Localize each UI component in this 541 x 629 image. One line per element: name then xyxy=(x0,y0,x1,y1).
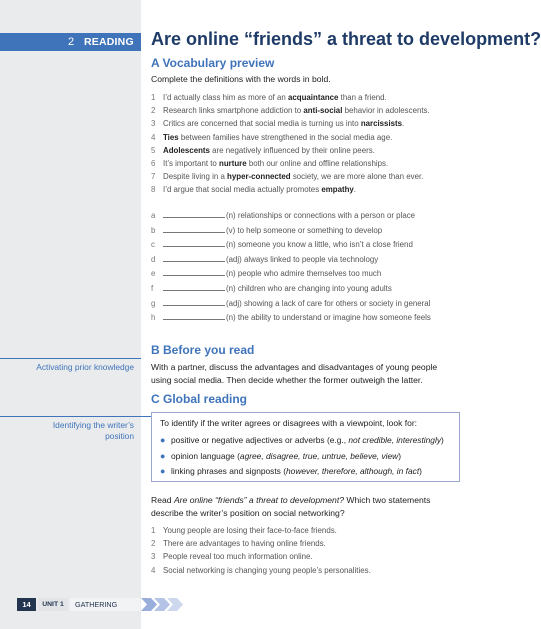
side-rule xyxy=(0,358,141,359)
tab-label: READING xyxy=(84,36,134,48)
item-number: 8 xyxy=(151,185,156,195)
section-a-instruction: Complete the definitions with the words in bold. xyxy=(151,74,331,84)
unit-title: GATHERING xyxy=(70,598,140,611)
answer-blank[interactable] xyxy=(163,311,225,320)
bullet-dot-icon: ● xyxy=(160,466,166,476)
item-letter: b xyxy=(151,225,156,235)
bullet-italic: not credible, interestingly xyxy=(348,435,442,445)
article-title: Are online “friends” a threat to development? xyxy=(173,495,344,505)
side-label-activating: Activating prior knowledge xyxy=(36,362,134,372)
strategy-box xyxy=(151,412,460,482)
statement-item[interactable] xyxy=(151,564,371,577)
read-instruction-line-2: describe the writer’s position on social networking? xyxy=(151,508,345,518)
definition-text: (v) to help someone or something to develop xyxy=(226,225,383,235)
bold-word: nurture xyxy=(219,158,247,168)
bullet-italic: however, therefore, although, in fact xyxy=(286,466,420,476)
item-letter: e xyxy=(151,269,156,279)
definition-item xyxy=(151,297,431,312)
item-number: 4 xyxy=(151,132,156,142)
sentence-text: It’s important to xyxy=(163,158,219,168)
definition-text: (n) children who are changing into young adults xyxy=(226,283,392,293)
read-instruction-line-1 xyxy=(151,494,430,507)
item-number: 2 xyxy=(151,106,156,116)
bullet-text: opinion language ( xyxy=(171,450,240,461)
sentence-text: than a friend. xyxy=(338,93,387,102)
statement-text: There are advantages to having online friends. xyxy=(163,539,326,549)
sentence-item xyxy=(151,157,430,170)
sentence-text: Critics are concerned that social media is turning us into xyxy=(163,119,361,129)
answer-blank[interactable] xyxy=(163,253,225,262)
statement-list xyxy=(151,524,371,577)
item-number: 1 xyxy=(151,93,156,102)
item-number: 4 xyxy=(151,565,156,575)
item-number: 2 xyxy=(151,539,156,549)
answer-blank[interactable] xyxy=(163,282,225,291)
sentence-text: . xyxy=(353,185,356,195)
definition-text: (adj) showing a lack of care for others or society in general xyxy=(226,298,431,308)
answer-blank[interactable] xyxy=(163,297,225,306)
bullet-item xyxy=(160,449,444,465)
statement-text: Young people are losing their face-to-face friends. xyxy=(163,526,337,535)
definition-list xyxy=(151,209,431,326)
answer-blank[interactable] xyxy=(163,209,225,218)
sentence-text: between families have strengthened in the social media age. xyxy=(178,132,393,142)
item-letter: g xyxy=(151,298,156,308)
section-c-heading: C Global reading xyxy=(151,392,248,406)
bullet-text: ) xyxy=(441,435,444,445)
bullet-text: ) xyxy=(419,466,422,476)
sentence-item xyxy=(151,131,430,144)
bold-word: anti-social xyxy=(303,106,343,116)
statement-item[interactable] xyxy=(151,524,371,537)
item-number: 5 xyxy=(151,145,156,155)
bullet-item xyxy=(160,433,444,449)
bullet-dot-icon: ● xyxy=(160,435,166,445)
left-sidebar xyxy=(0,0,141,629)
sentence-list xyxy=(151,91,430,197)
definition-item xyxy=(151,209,431,224)
bold-word: narcissists xyxy=(360,119,403,129)
bullet-text: positive or negative adjectives or adverbs (e.g., xyxy=(171,435,349,445)
item-number: 1 xyxy=(151,526,156,535)
sentence-item xyxy=(151,170,430,183)
definition-text: (n) relationships or connections with a person or place xyxy=(226,211,416,220)
chevron-arrows-icon xyxy=(141,598,201,611)
section-b-line-2: using social media. Then decide whether the former outweigh the latter. xyxy=(151,375,423,385)
definition-text: (n) someone you know a little, who isn’t a close friend xyxy=(226,240,413,250)
sentence-item xyxy=(151,91,430,104)
bullet-text: ) xyxy=(398,450,402,461)
answer-blank[interactable] xyxy=(163,224,225,233)
sentence-item xyxy=(151,117,430,130)
sentence-text: I’d argue that social media actually promotes xyxy=(163,185,322,195)
sentence-item xyxy=(151,183,430,196)
sentence-text: are negatively influenced by their online peers. xyxy=(209,145,375,155)
sentence-text: I’d actually class him as more of an xyxy=(163,93,288,102)
bullet-italic: agree, disagree, true, untrue, believe, view xyxy=(239,450,399,461)
statement-text: People reveal too much information online. xyxy=(163,552,313,562)
bold-word: Ties xyxy=(163,132,179,142)
side-label-identifying-2: position xyxy=(105,431,134,441)
answer-blank[interactable] xyxy=(163,238,225,247)
side-rule xyxy=(0,416,141,417)
bullet-dot-icon: ● xyxy=(160,450,166,461)
sentence-text: society, we are more alone than ever. xyxy=(290,172,424,182)
section-b-heading: B Before you read xyxy=(151,343,255,357)
item-number: 6 xyxy=(151,158,156,168)
answer-blank[interactable] xyxy=(163,267,225,276)
sentence-text: Research links smartphone addiction to xyxy=(163,106,304,116)
page-number: 14 xyxy=(17,598,36,611)
definition-item xyxy=(151,311,431,326)
sentence-text: both our online and offline relationships. xyxy=(246,158,389,168)
sentence-item xyxy=(151,144,430,157)
sentence-item xyxy=(151,104,430,117)
definition-item xyxy=(151,267,431,282)
definition-item xyxy=(151,253,431,268)
bold-word: acquaintance xyxy=(288,93,339,102)
strategy-bullets xyxy=(160,433,444,480)
statement-item[interactable] xyxy=(151,550,371,563)
item-number: 3 xyxy=(151,119,156,129)
strategy-box-intro: To identify if the writer agrees or disagrees with a viewpoint, look for: xyxy=(160,418,418,428)
read-text: Read xyxy=(151,495,174,505)
bold-word: Adolescents xyxy=(163,145,210,155)
item-letter: c xyxy=(151,240,155,250)
bullet-item xyxy=(160,464,444,480)
section-b-line-1: With a partner, discuss the advantages and disadvantages of young people xyxy=(151,362,438,372)
definition-text: (n) people who admire themselves too much xyxy=(226,269,382,279)
statement-item[interactable] xyxy=(151,537,371,550)
bullet-text: linking phrases and signposts ( xyxy=(171,466,286,476)
item-letter: d xyxy=(151,254,156,264)
section-a-heading: A Vocabulary preview xyxy=(151,56,275,70)
bold-word: empathy xyxy=(321,185,354,195)
read-text: Which two statements xyxy=(344,495,431,505)
bold-word: hyper-connected xyxy=(227,172,291,182)
item-letter: h xyxy=(151,313,156,323)
sentence-text: behavior in adolescents. xyxy=(342,106,430,116)
sentence-text: Despite living in a xyxy=(163,172,228,182)
side-rule-connector xyxy=(141,416,151,417)
sentence-text: . xyxy=(402,119,405,129)
definition-text: (adj) always linked to people via technology xyxy=(226,254,379,264)
page-title: Are online “friends” a threat to development? xyxy=(151,29,541,49)
tab-number: 2 xyxy=(67,36,75,48)
definition-text: (n) the ability to understand or imagine how someone feels xyxy=(226,313,431,323)
item-letter: a xyxy=(151,211,156,220)
side-label-identifying: Identifying the writer’s xyxy=(52,420,134,430)
definition-item xyxy=(151,282,431,297)
item-letter: f xyxy=(151,283,154,293)
definition-item xyxy=(151,238,431,253)
statement-text: Social networking is changing young people’s personalities. xyxy=(163,565,371,575)
item-number: 3 xyxy=(151,552,156,562)
definition-item xyxy=(151,224,431,239)
item-number: 7 xyxy=(151,172,156,182)
unit-label: UNIT 1 xyxy=(38,598,68,611)
